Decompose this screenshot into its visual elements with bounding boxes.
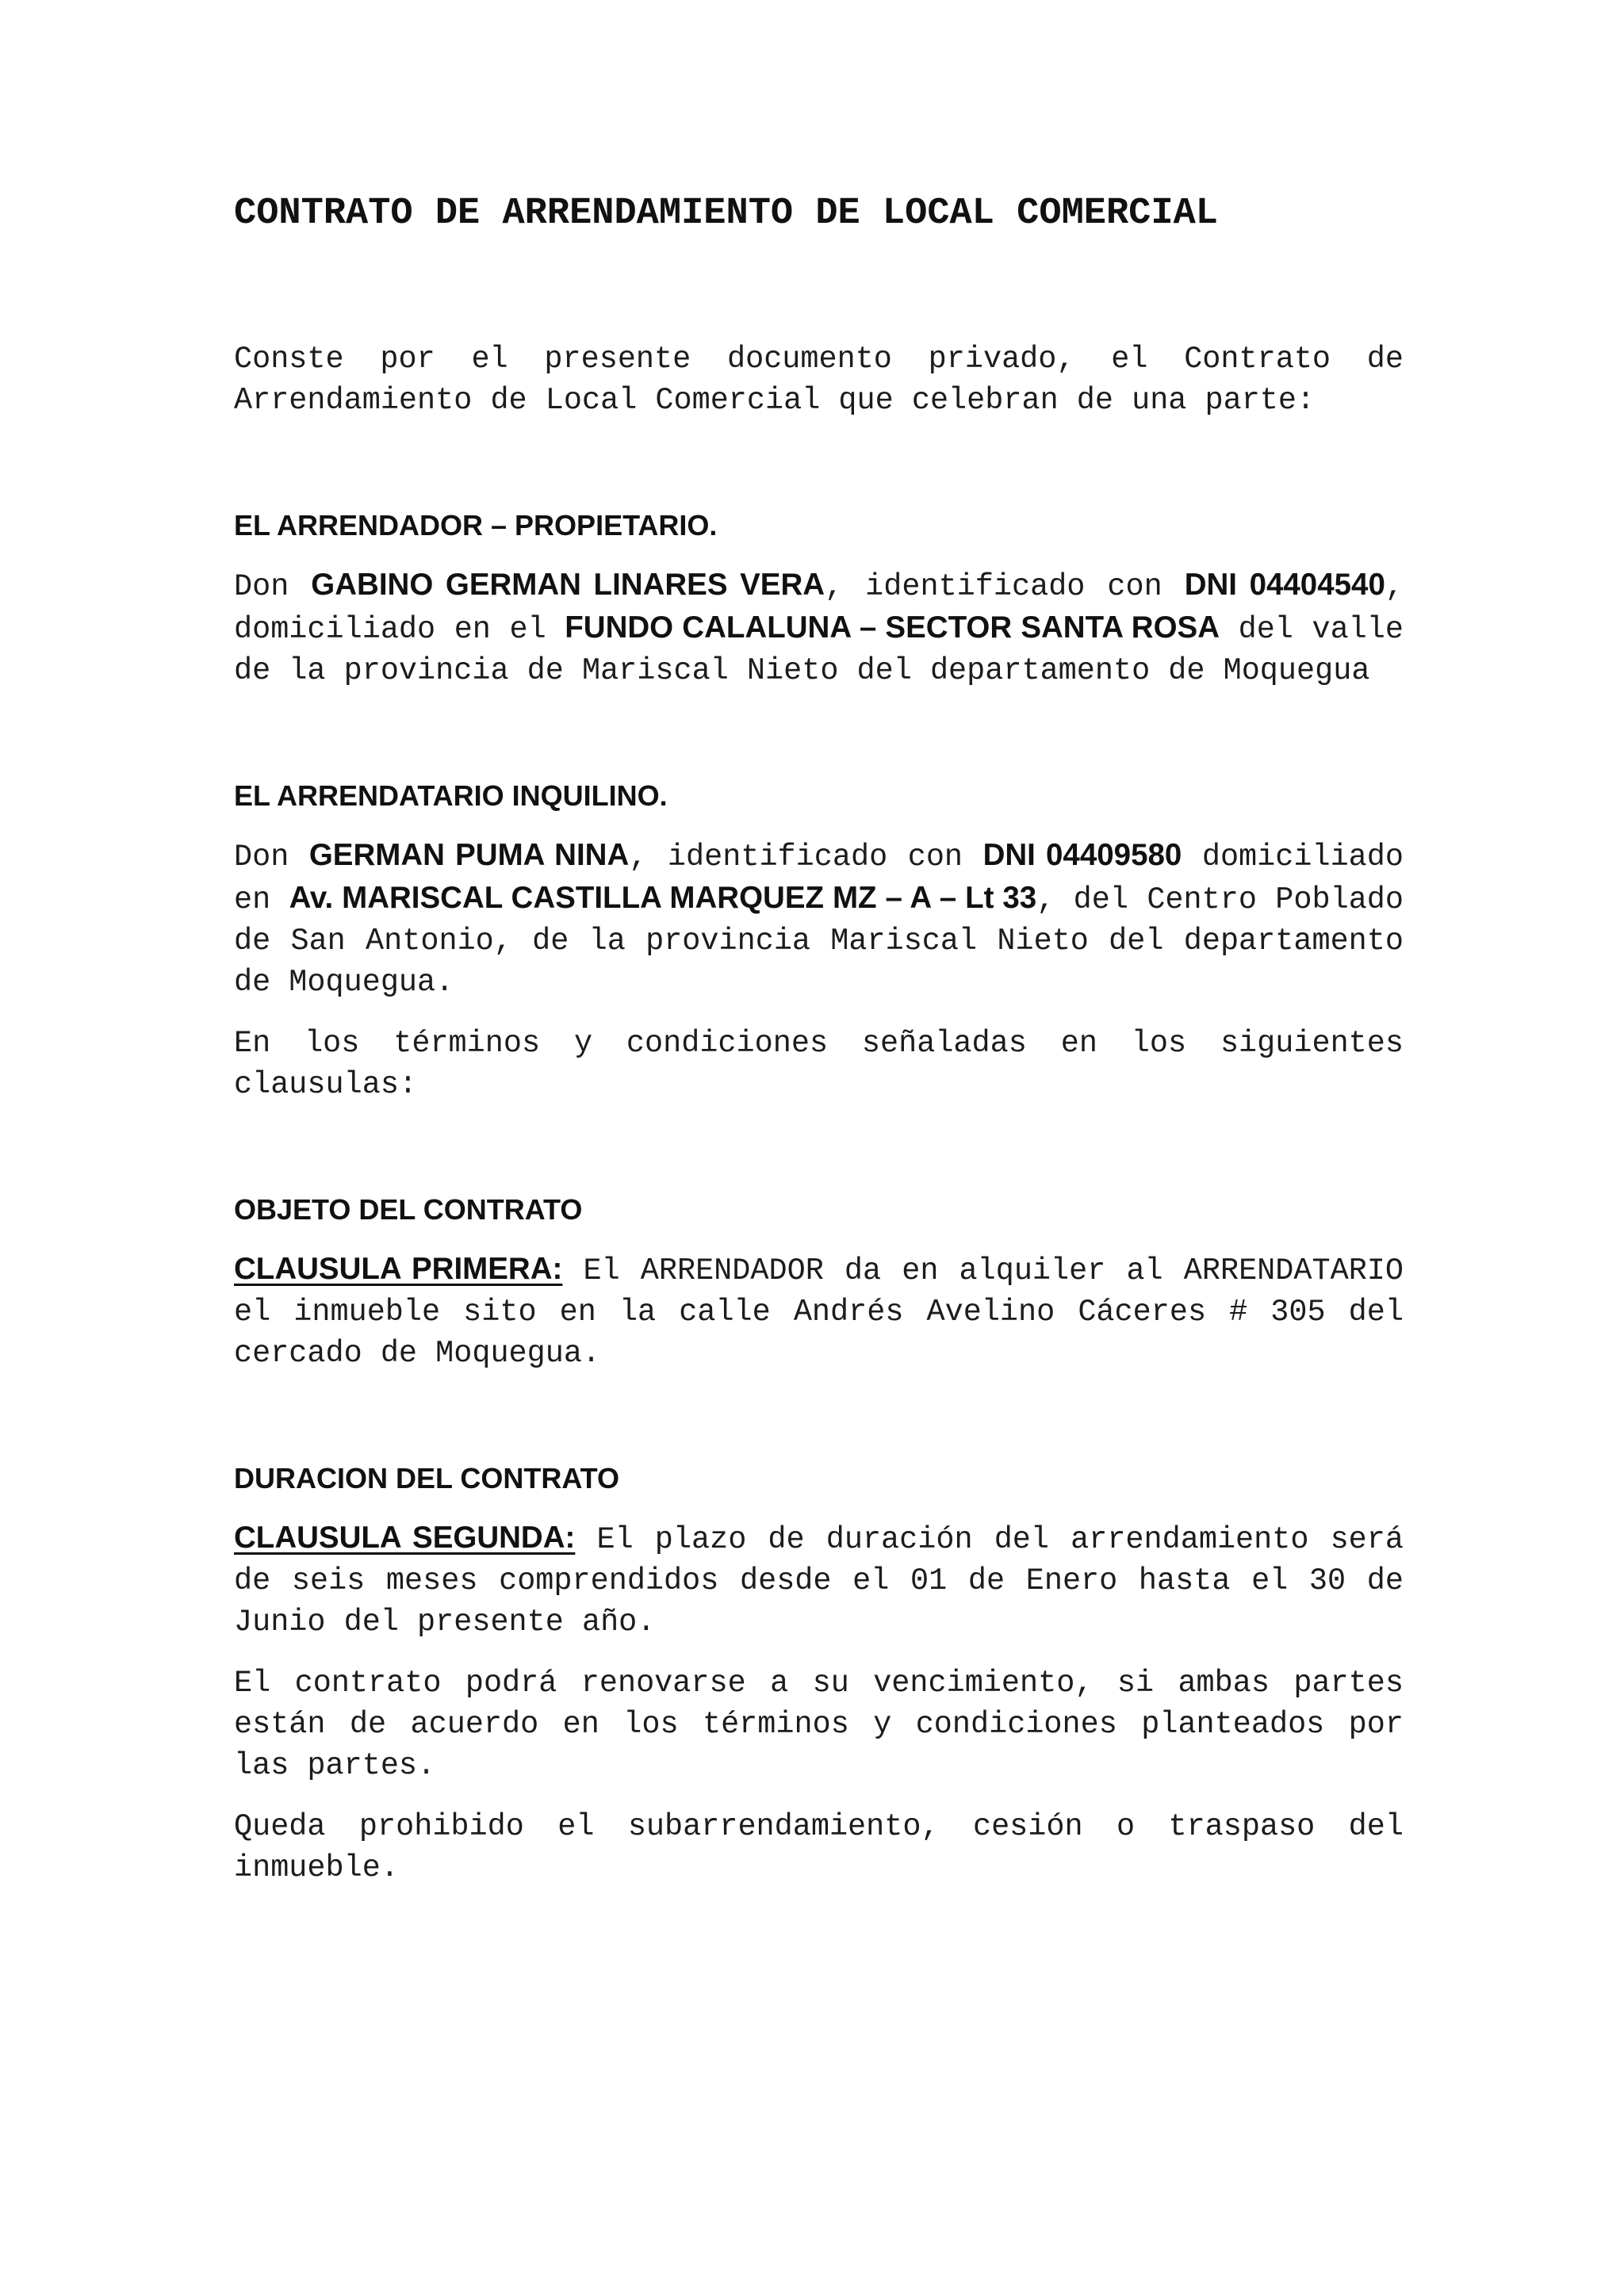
intro-paragraph: Conste por el presente documento privado, el Contrato de Arrendamiento de Local Comercial que celebran de una parte: [234,342,1404,418]
arrendador-name: GABINO GERMAN LINARES VERA [311,568,825,602]
arrendador-paragraph [234,564,1404,691]
arrendador-text-3: , domiciliado en el [234,569,1404,647]
document-page [234,190,1404,1888]
arrendatario-text-3: domiciliado en [234,840,1404,917]
arrendatario-address: Av. MARISCAL CASTILLA MARQUEZ MZ – A – Lt 33 [289,881,1037,915]
arrendatario-name: GERMAN PUMA NINA [308,838,630,872]
arrendatario-paragraph [234,835,1404,1003]
arrendatario-text-2: , identificado con [629,840,983,874]
clausula-primera-paragraph [234,1249,1404,1374]
prohibition-paragraph: Queda prohibido el subarrendamiento, cesión o traspaso del inmueble. [234,1809,1404,1885]
arrendador-text-4: del valle de la provincia de Mariscal Nieto del departamento de Moquegua [234,612,1404,688]
clausula-segunda-text: El plazo de duración del arrendamiento será de seis meses comprendidos desde el 01 de Enero hasta el 30 de Junio del presente año. [234,1522,1404,1640]
arrendatario-heading: EL ARRENDATARIO INQUILINO. [234,779,668,812]
clausula-primera-label: CLAUSULA PRIMERA: [234,1252,563,1286]
arrendatario-text-1: Don [234,840,309,874]
arrendador-dni: DNI 04404540 [1184,568,1385,602]
arrendatario-dni: DNI 04409580 [982,838,1182,872]
terms-intro-paragraph: En los términos y condiciones señaladas en los siguientes clausulas: [234,1026,1404,1102]
clausula-primera-text: El ARRENDADOR da en alquiler al ARRENDATARIO el inmueble sito en la calle Andrés Avelino Cáceres # 305 del cercado de Moquegua. [234,1253,1404,1371]
renewal-paragraph: El contrato podrá renovarse a su vencimiento, si ambas partes están de acuerdo en los términos y condiciones planteados por las partes. [234,1666,1404,1783]
arrendador-address: FUNDO CALALUNA – SECTOR SANTA ROSA [565,610,1220,645]
arrendador-heading: EL ARRENDADOR – PROPIETARIO. [234,509,718,541]
duracion-heading: DURACION DEL CONTRATO [234,1462,619,1494]
clausula-segunda-paragraph [234,1517,1404,1643]
clausula-segunda-label: CLAUSULA SEGUNDA: [234,1521,576,1555]
arrendador-text-2: , identificado con [825,569,1185,604]
document-title: CONTRATO DE ARRENDAMIENTO DE LOCAL COMERCIAL [234,193,1219,235]
objeto-heading: OBJETO DEL CONTRATO [234,1193,583,1226]
arrendatario-text-4: , del Centro Poblado de San Antonio, de la provincia Mariscal Nieto del departamento de Moquegua. [234,882,1404,1000]
arrendador-text-1: Don [234,569,312,604]
